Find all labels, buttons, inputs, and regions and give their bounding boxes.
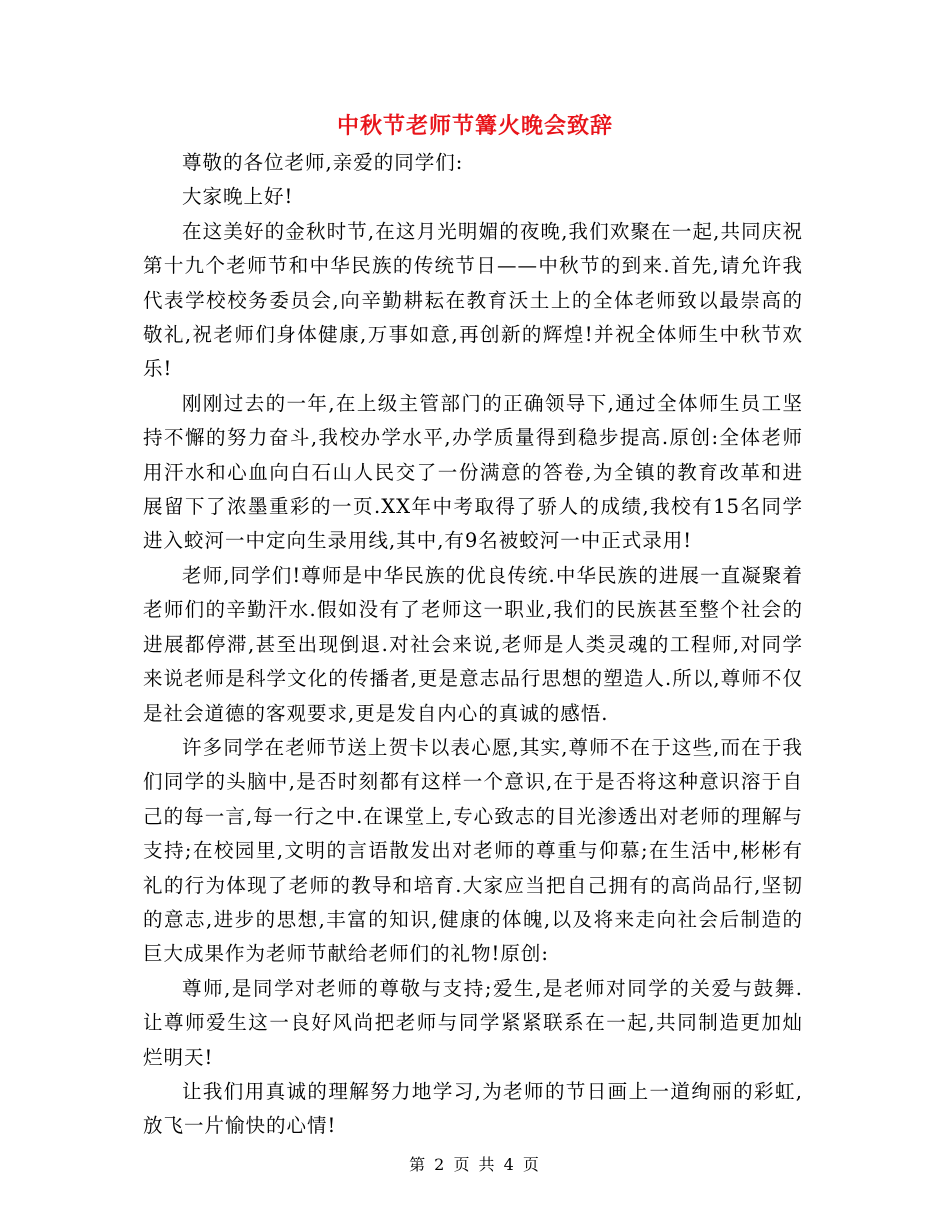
closing-paragraph: 让我们用真诚的理解努力地学习,为老师的节日画上一道绚丽的彩虹,放飞一片愉快的心情!: [143, 1079, 803, 1138]
body-paragraph: 在这美好的金秋时节,在这月光明媚的夜晚,我们欢聚在一起,共同庆祝第十九个老师节和中华民族的传统节日——中秋节的到来.首先,请允许我代表学校校务委员会,向辛勤耕耘在教育沃土上的全体老师致以最崇高的敬礼,祝老师们身体健康,万事如意,再创新的辉煌!并祝全体师生中秋节欢乐!: [143, 219, 803, 381]
body-paragraph: 尊师,是同学对老师的尊敬与支持;爱生,是老师对同学的关爱与鼓舞.让尊师爱生这一良好风尚把老师与同学紧紧联系在一起,共同制造更加灿烂明天!: [143, 976, 803, 1069]
page-number: 第 2 页 共 4 页: [409, 1155, 541, 1174]
document-title: 中秋节老师节篝火晚会致辞: [336, 113, 613, 139]
body-paragraph: 刚刚过去的一年,在上级主管部门的正确领导下,通过全体师生员工坚持不懈的努力奋斗,我校办学水平,办学质量得到稳步提高.原创:全体老师用汗水和心血向白石山人民交了一份满意的答卷,为全镇的教育改革和进展留下了浓墨重彩的一页.XX年中考取得了骄人的成绩,我校有15名同学进入蛟河一中定向生录用线,其中,有9名被蛟河一中正式录用!: [143, 391, 803, 553]
body-paragraph: 老师,同学们!尊师是中华民族的优良传统.中华民族的进展一直凝聚着老师们的辛勤汗水.假如没有了老师这一职业,我们的民族甚至整个社会的进展都停滞,甚至出现倒退.对社会来说,老师是人类灵魂的工程师,对同学来说老师是科学文化的传播者,更是意志品行思想的塑造人.所以,尊师不仅是社会道德的客观要求,更是发自内心的真诚的感悟.: [143, 563, 803, 725]
document-body: [143, 146, 803, 1144]
salutation: 尊敬的各位老师,亲爱的同学们:: [182, 151, 464, 174]
greeting: 大家晚上好!: [182, 185, 294, 209]
body-paragraph: 许多同学在老师节送上贺卡以表心愿,其实,尊师不在于这些,而在于我们同学的头脑中,是否时刻都有这样一个意识,在于是否将这种意识溶于自己的每一言,每一行之中.在课堂上,专心致志的目光渗透出对老师的理解与支持;在校园里,文明的言语散发出对老师的尊重与仰慕;在生活中,彬彬有礼的行为体现了老师的教导和培育.大家应当把自己拥有的高尚品行,坚韧的意志,进步的思想,丰富的知识,健康的体魄,以及将来走向社会后制造的巨大成果作为老师节献给老师们的礼物!原创:: [143, 735, 803, 966]
